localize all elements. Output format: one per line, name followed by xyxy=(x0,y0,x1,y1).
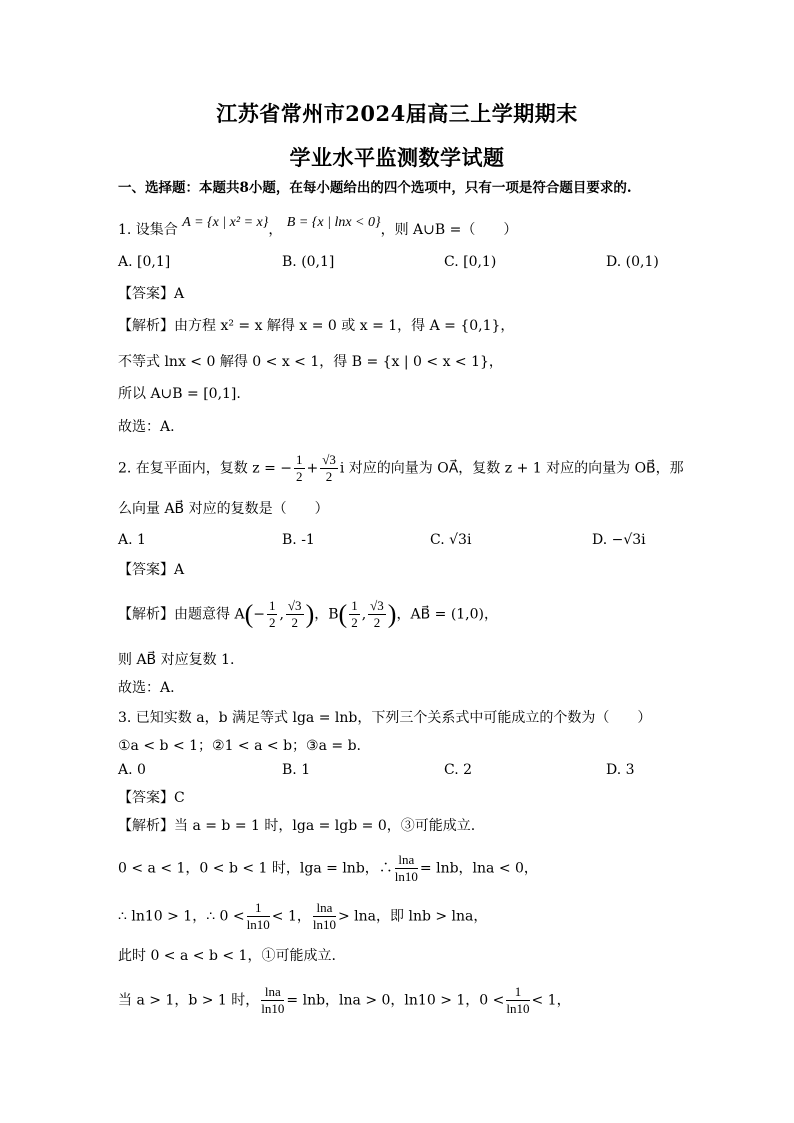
frac-denominator: 2 xyxy=(351,615,358,630)
q1-set-a: A = {x | x² = x} xyxy=(182,215,269,230)
frac-numerator: 1 xyxy=(268,598,276,613)
frac-denominator: ln10 xyxy=(261,1001,285,1016)
q2-answer: 【答案】A xyxy=(118,562,185,578)
q3-option-b: B. 1 xyxy=(282,762,311,778)
frac-denominator: ln10 xyxy=(506,1001,530,1016)
q1-analysis-1: 【解析】由方程 x² = x 解得 x = 0 或 x = 1，得 A = {0,1}， xyxy=(118,318,515,334)
frac-lna-ln10 xyxy=(261,984,284,1017)
frac-numerator: √3 xyxy=(322,452,336,467)
q1-analysis-3: 所以 A∪B = [0,1]. xyxy=(118,386,241,402)
q3-analysis-4: 此时 0 < a < b < 1，①可能成立. xyxy=(118,948,336,964)
q1-answer: 【答案】A xyxy=(118,286,185,302)
frac-denominator: 2 xyxy=(268,615,276,630)
q2-option-c: C. √3i xyxy=(430,532,472,548)
q2-point-sep: ，B xyxy=(314,606,339,623)
q2-option-b: B. -1 xyxy=(282,532,315,548)
paren-right: ) xyxy=(305,599,315,629)
q3-a3-mid: < 1， xyxy=(271,908,311,925)
question-3-stem-line1: 3. 已知实数 a，b 满足等式 lga = lnb，下列三个关系式中可能成立的个数为（ ） xyxy=(118,710,652,726)
frac-denominator: 2 xyxy=(296,469,303,484)
q3-option-a: A. 0 xyxy=(118,762,146,778)
q2-stem-part-a: 2. 在复平面内，复数 z = − xyxy=(118,460,292,477)
q2-frac-root3-half xyxy=(320,452,338,485)
q1-set-b: B = {x | lnx < 0} xyxy=(286,215,381,230)
frac-numerator: 1 xyxy=(247,900,270,917)
frac-numerator: √3 xyxy=(287,598,302,613)
q1-prefix: 1. 设集合 xyxy=(118,222,178,238)
q1-suffix: ，则 A∪B =（ ） xyxy=(380,222,518,238)
q1-option-c: C. [0,1) xyxy=(444,254,497,270)
q3-answer: 【答案】C xyxy=(118,790,185,806)
q2-plus: + xyxy=(306,460,319,477)
frac-numerator: lna xyxy=(313,900,336,917)
q3-a2-prefix: 0 < a < 1，0 < b < 1 时，lga = lnb，∴ xyxy=(118,860,393,877)
q2-option-d: D. −√3i xyxy=(592,532,646,548)
paren-left: ( xyxy=(338,599,348,629)
question-2-stem-line2: 么向量 AB⃗ 对应的复数是（ ） xyxy=(118,501,329,517)
paren-left: ( xyxy=(244,599,254,629)
frac-lna-ln10 xyxy=(395,852,418,885)
q3-a3-suffix: > lna，即 lnb > lna， xyxy=(338,908,488,925)
section-heading: 一、选择题：本题共8小题，在每小题给出的四个选项中，只有一项是符合题目要求的. xyxy=(118,180,632,196)
q1-option-d: D. (0,1) xyxy=(606,254,659,270)
point-a-x xyxy=(267,598,278,631)
frac-1-ln10 xyxy=(506,984,529,1017)
frac-numerator: 1 xyxy=(296,452,303,467)
q2-analysis-2: 则 AB⃗ 对应复数 1. xyxy=(118,652,235,668)
question-2-stem-line1 xyxy=(118,452,684,485)
frac-denominator: 2 xyxy=(373,615,381,630)
q3-a2-suffix: = lnb，lna < 0， xyxy=(419,860,538,877)
q3-analysis-2 xyxy=(118,852,538,885)
frac-denominator: ln10 xyxy=(312,917,336,932)
q3-analysis-1: 【解析】当 a = b = 1 时，lga = lgb = 0，③可能成立. xyxy=(118,818,476,834)
q2-analysis-1: 【解析】由题意得 A(− $\frac{1}{2}$ , $\frac{√3}{2}$ )，B( $\frac{1}{2}$ , $\frac{√3}{2}$ )，AB⃗ = (1,0)， xyxy=(118,598,499,630)
q1-analysis-2: 不等式 lnx < 0 解得 0 < x < 1，得 B = {x | 0 < x < 1}， xyxy=(118,354,503,370)
q2-stem-part-b: i 对应的向量为 OA⃗，复数 z + 1 对应的向量为 OB⃗，那 xyxy=(339,460,684,477)
point-b-y xyxy=(368,598,386,631)
frac-numerator: √3 xyxy=(370,598,384,613)
frac-denominator: 2 xyxy=(325,469,333,484)
frac-numerator: lna xyxy=(261,984,284,1001)
q3-analysis-5 xyxy=(118,984,571,1017)
frac-denominator: ln10 xyxy=(394,869,418,884)
q3-a5-suffix: < 1， xyxy=(531,992,571,1009)
q3-option-d: D. 3 xyxy=(606,762,635,778)
exam-title-line2: 学业水平监测数学试题 xyxy=(289,145,505,170)
question-1-stem xyxy=(118,215,518,241)
q2-option-a: A. 1 xyxy=(118,532,146,548)
q2-analysis-3: 故选：A. xyxy=(118,680,175,696)
q3-a5-prefix: 当 a > 1，b > 1 时， xyxy=(118,992,260,1009)
q3-a5-mid: = lnb，lna > 0，ln10 > 1，0 < xyxy=(286,992,505,1009)
frac-lna-ln10 xyxy=(313,900,336,933)
q2-analysis-prefix: 【解析】由题意得 A xyxy=(118,606,245,623)
frac-numerator: lna xyxy=(395,852,418,869)
q1-option-a: A. [0,1] xyxy=(118,254,171,270)
q1-sep: ， xyxy=(268,222,283,238)
frac-numerator: 1 xyxy=(506,984,529,1001)
q3-option-c: C. 2 xyxy=(444,762,473,778)
point-a-y xyxy=(286,598,304,631)
q2-frac-half xyxy=(294,452,305,485)
q1-option-b: B. (0,1] xyxy=(282,254,335,270)
frac-denominator: ln10 xyxy=(246,917,270,932)
point-b-x xyxy=(349,598,360,631)
frac-numerator: 1 xyxy=(351,598,358,613)
question-3-stem-line2: ①a < b < 1；②1 < a < b；③a = b. xyxy=(118,738,361,754)
q3-a3-prefix: ∴ ln10 > 1，∴ 0 < xyxy=(118,908,245,925)
q2-analysis-suffix: ，AB⃗ = (1,0)， xyxy=(396,606,499,623)
q3-analysis-3 xyxy=(118,900,487,933)
paren-right: ) xyxy=(387,599,397,629)
frac-denominator: 2 xyxy=(291,615,298,630)
exam-title-line1: 江苏省常州市2024届高三上学期期末 xyxy=(216,101,578,126)
q1-analysis-4: 故选：A. xyxy=(118,419,175,435)
frac-1-ln10 xyxy=(247,900,270,933)
